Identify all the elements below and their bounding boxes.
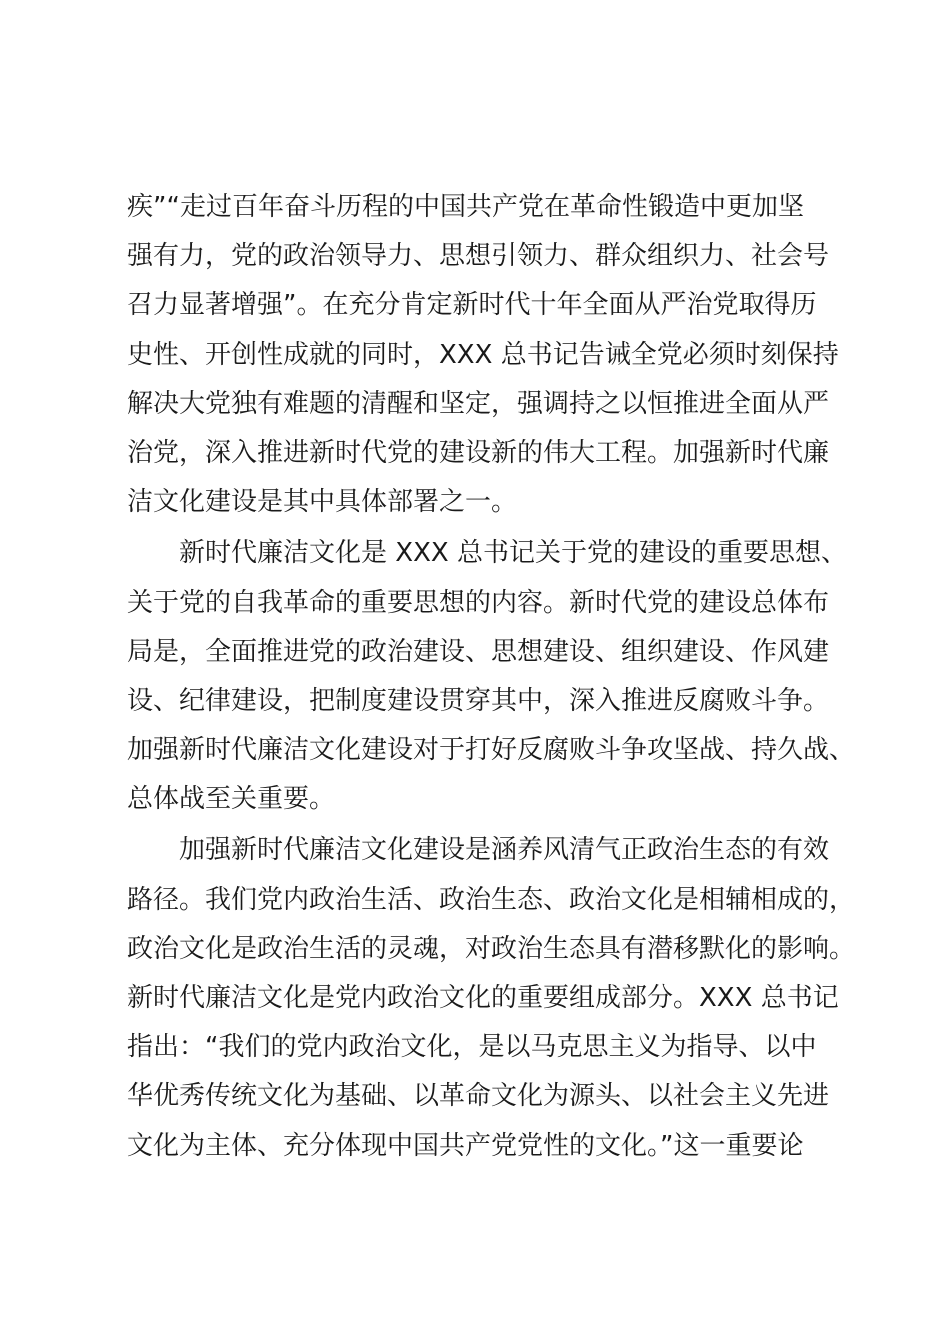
paragraph-3 <box>127 826 857 1170</box>
text-line: 新时代廉洁文化是 XXX 总书记关于党的建设的重要思想、 <box>179 538 847 569</box>
text-line: 政治文化是政治生活的灵魂，对政治生态具有潜移默化的影响。 <box>127 933 856 964</box>
text-line: 洁文化建设是其中具体部署之一。 <box>127 487 518 518</box>
text-line: 史性、开创性成就的同时，XXX 总书记告诫全党必须时刻保持 <box>127 339 839 370</box>
text-line: 关于党的自我革命的重要思想的内容。新时代党的建设总体布 <box>127 587 830 618</box>
text-line: 加强新时代廉洁文化建设对于打好反腐败斗争攻坚战、持久战、 <box>127 735 856 766</box>
text-line: 路径。我们党内政治生活、政治生态、政治文化是相辅相成的， <box>127 884 856 915</box>
document-body <box>127 183 857 1171</box>
text-line: 总体战至关重要。 <box>127 784 336 815</box>
text-line: 局是，全面推进党的政治建设、思想建设、组织建设、作风建 <box>127 636 830 667</box>
text-line: 加强新时代廉洁文化建设是涵养风清气正政治生态的有效 <box>179 835 830 866</box>
text-line: 设、纪律建设，把制度建设贯穿其中，深入推进反腐败斗争。 <box>127 685 830 716</box>
text-line: 解决大党独有难题的清醒和坚定，强调持之以恒推进全面从严 <box>127 388 830 419</box>
text-line: 文化为主体、充分体现中国共产党党性的文化。”这一重要论 <box>127 1130 804 1161</box>
text-line: 疾”“走过百年奋斗历程的中国共产党在革命性锻造中更加坚 <box>127 192 804 222</box>
text-line: 指出：“我们的党内政治文化，是以马克思主义为指导、以中 <box>127 1032 817 1063</box>
text-line: 召力显著增强”。在充分肯定新时代十年全面从严治党取得历 <box>127 290 817 321</box>
text-line: 治党，深入推进新时代党的建设新的伟大工程。加强新时代廉 <box>127 437 830 468</box>
text-line: 华优秀传统文化为基础、以革命文化为源头、以社会主义先进 <box>127 1081 830 1112</box>
paragraph-1 <box>127 183 857 527</box>
paragraph-2 <box>127 529 857 824</box>
text-line: 强有力，党的政治领导力、思想引领力、群众组织力、社会号 <box>127 241 830 272</box>
text-line: 新时代廉洁文化是党内政治文化的重要组成部分。XXX 总书记 <box>127 983 839 1013</box>
